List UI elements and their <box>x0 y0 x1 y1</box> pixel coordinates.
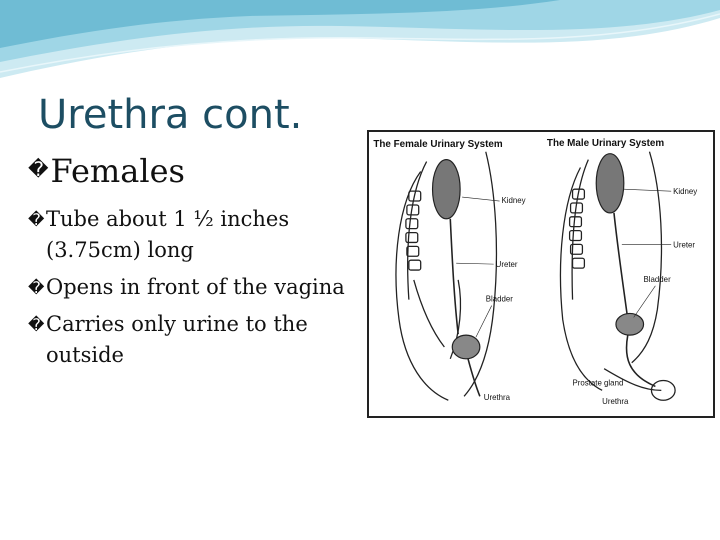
slide-subheading <box>28 152 185 190</box>
slide-title: Urethra cont. <box>38 92 303 138</box>
bullet-item <box>28 204 358 266</box>
bullet-list <box>28 204 358 377</box>
bullet-item <box>28 272 358 303</box>
female-kidney-label: Kidney <box>501 196 526 205</box>
male-bladder-shape <box>616 313 644 335</box>
male-prostate-label: Prostate gland <box>572 378 624 388</box>
male-ureter-label: Ureter <box>673 240 696 250</box>
female-ureter-line <box>450 219 458 334</box>
header-wave-decoration <box>0 0 720 90</box>
male-ureter-line <box>614 213 628 320</box>
female-bladder-shape <box>452 335 480 359</box>
female-kidney-shape <box>433 160 461 219</box>
urinary-system-figure <box>367 130 715 418</box>
male-caption: The Male Urinary System <box>546 137 665 149</box>
bullet-glyph-icon: � <box>28 278 45 297</box>
bullet-text: Opens in front of the vagina <box>46 275 345 299</box>
bullet-glyph-icon: � <box>28 315 45 334</box>
bullet-item <box>28 309 358 371</box>
bullet-text: Tube about 1 ½ inches (3.75cm) long <box>46 207 290 262</box>
female-ureter-label: Ureter <box>495 260 518 270</box>
male-urethra-label: Urethra <box>602 397 629 407</box>
male-kidney-shape <box>596 154 624 213</box>
subheading-text: Females <box>50 152 185 190</box>
female-urethra-line <box>468 359 480 396</box>
female-urethra-label: Urethra <box>483 393 511 403</box>
female-caption: The Female Urinary System <box>373 138 503 150</box>
bullet-text: Carries only urine to the outside <box>46 312 308 367</box>
male-bladder-label: Bladder <box>643 274 671 284</box>
urinary-system-illustration <box>369 132 713 416</box>
male-urethra-line <box>626 335 655 386</box>
bullet-glyph-icon: � <box>28 210 45 229</box>
male-kidney-label: Kidney <box>673 187 698 197</box>
bullet-glyph-icon: � <box>28 157 49 181</box>
female-bladder-label: Bladder <box>485 294 513 304</box>
